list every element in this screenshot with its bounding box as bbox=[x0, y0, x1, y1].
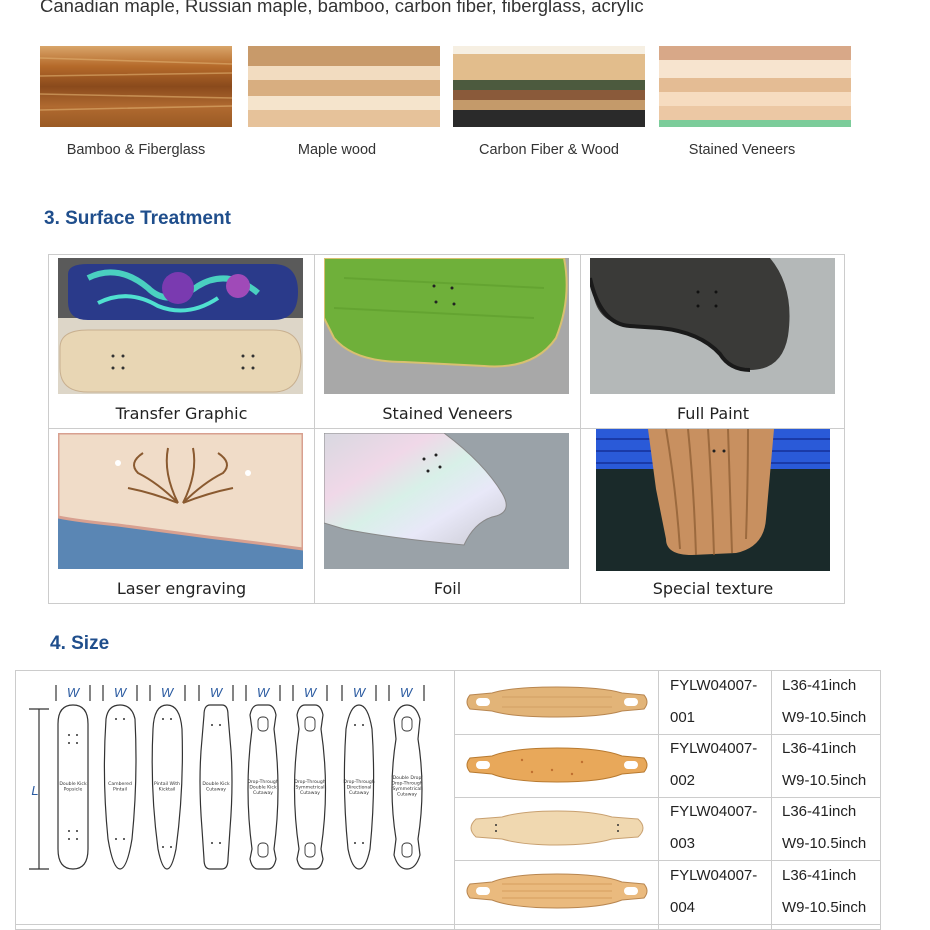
size-table bbox=[15, 670, 881, 930]
width-label: W bbox=[113, 685, 127, 700]
surface-item-label: Stained Veneers bbox=[382, 404, 513, 423]
surface-item bbox=[49, 429, 314, 603]
product-code: 002 bbox=[670, 772, 696, 789]
surface-treatment-grid bbox=[48, 254, 845, 604]
surface-item-label: Transfer Graphic bbox=[115, 404, 248, 423]
shape-name: Cutaway bbox=[252, 791, 274, 796]
surface-item bbox=[581, 255, 845, 428]
product-code: FYLW04007- bbox=[670, 740, 758, 757]
product-length: L36-41inch bbox=[782, 677, 857, 694]
shape-name: Kicktail bbox=[158, 787, 176, 793]
surface-item bbox=[315, 255, 580, 428]
width-label: W bbox=[352, 685, 366, 700]
foil-image bbox=[324, 433, 569, 569]
product-deck-image bbox=[462, 866, 652, 916]
surface-item bbox=[315, 429, 580, 603]
product-code: 004 bbox=[670, 899, 696, 916]
shape-name: Double Kick bbox=[202, 782, 230, 787]
width-label: W bbox=[160, 685, 174, 700]
shape-name: Pintail With bbox=[154, 782, 180, 787]
product-code: FYLW04007- bbox=[670, 867, 758, 884]
surface-item-label: Full Paint bbox=[676, 404, 750, 423]
shape-name: Drop-Through bbox=[343, 780, 375, 785]
shape-name: Cutaway bbox=[205, 787, 227, 793]
svg-text:Double KickCutaway bbox=[202, 781, 230, 793]
stained-veneers-image bbox=[324, 258, 569, 394]
width-label: W bbox=[209, 685, 223, 700]
product-width: W9-10.5inch bbox=[782, 709, 867, 726]
width-label: W bbox=[66, 685, 80, 700]
shape-name: 'Double Drop' bbox=[391, 776, 423, 781]
surface-item-label: Special texture bbox=[652, 579, 774, 598]
size-heading: 4. Size bbox=[50, 633, 110, 654]
shape-name: Popsicle bbox=[63, 787, 83, 793]
product-code: FYLW04007- bbox=[670, 677, 758, 694]
product-deck-image bbox=[462, 740, 652, 790]
transfer-graphic-image bbox=[58, 258, 303, 394]
shape-name: Cambered bbox=[108, 782, 132, 787]
shape-name: Drop-Through bbox=[247, 780, 279, 785]
product-code: 001 bbox=[670, 709, 696, 726]
product-code: FYLW04007- bbox=[670, 803, 758, 820]
deck-shapes-diagram bbox=[24, 679, 444, 879]
swatch-label: Carbon Fiber & Wood bbox=[479, 142, 619, 158]
product-length: L36-41inch bbox=[782, 803, 857, 820]
product-width: W9-10.5inch bbox=[782, 835, 867, 852]
surface-item-label: Laser engraving bbox=[116, 579, 247, 598]
length-label: L bbox=[31, 783, 39, 798]
shape-name: Drop-Through bbox=[294, 780, 326, 785]
shape-name: Pintail bbox=[112, 787, 128, 793]
width-label: W bbox=[399, 685, 413, 700]
maple-wood-swatch-image bbox=[248, 46, 440, 127]
full-paint-image bbox=[590, 258, 835, 394]
materials-list-text: Canadian maple, Russian maple, bamboo, carbon fiber, fiberglass, acrylic bbox=[40, 0, 644, 16]
special-texture-image bbox=[596, 429, 830, 571]
bamboo-fiberglass-swatch-image bbox=[40, 46, 232, 127]
product-length: L36-41inch bbox=[782, 740, 857, 757]
width-label: W bbox=[303, 685, 317, 700]
width-label: W bbox=[256, 685, 270, 700]
surface-item bbox=[581, 429, 845, 603]
shape-name: Double Kick bbox=[249, 785, 277, 791]
product-code: 003 bbox=[670, 835, 696, 852]
surface-item-label: Foil bbox=[433, 579, 462, 598]
shape-name: Drop-Through bbox=[391, 781, 423, 787]
swatch-label: Stained Veneers bbox=[688, 142, 796, 158]
product-length: L36-41inch bbox=[782, 867, 857, 884]
product-width: W9-10.5inch bbox=[782, 772, 867, 789]
laser-engraving-image bbox=[58, 433, 303, 569]
carbon-fiber-wood-swatch-image bbox=[453, 46, 645, 127]
surface-treatment-heading: 3. Surface Treatment bbox=[44, 208, 231, 229]
product-deck-image bbox=[462, 803, 652, 853]
shape-name: Double Kick bbox=[59, 782, 87, 787]
swatch-label: Bamboo & Fiberglass bbox=[66, 142, 206, 158]
stained-veneers-swatch-image bbox=[659, 46, 851, 127]
surface-item bbox=[49, 255, 314, 428]
shape-name: Symmetrical bbox=[295, 785, 325, 791]
swatch-label: Maple wood bbox=[297, 142, 377, 158]
shape-name: Symmetrical bbox=[392, 787, 422, 792]
shape-name: Cutaway bbox=[299, 791, 321, 796]
product-width: W9-10.5inch bbox=[782, 899, 867, 916]
shape-name: Directional bbox=[346, 785, 372, 791]
shape-name: Cutaway bbox=[348, 791, 370, 796]
shape-name: Cutaway bbox=[396, 792, 418, 798]
product-deck-image bbox=[462, 677, 652, 727]
